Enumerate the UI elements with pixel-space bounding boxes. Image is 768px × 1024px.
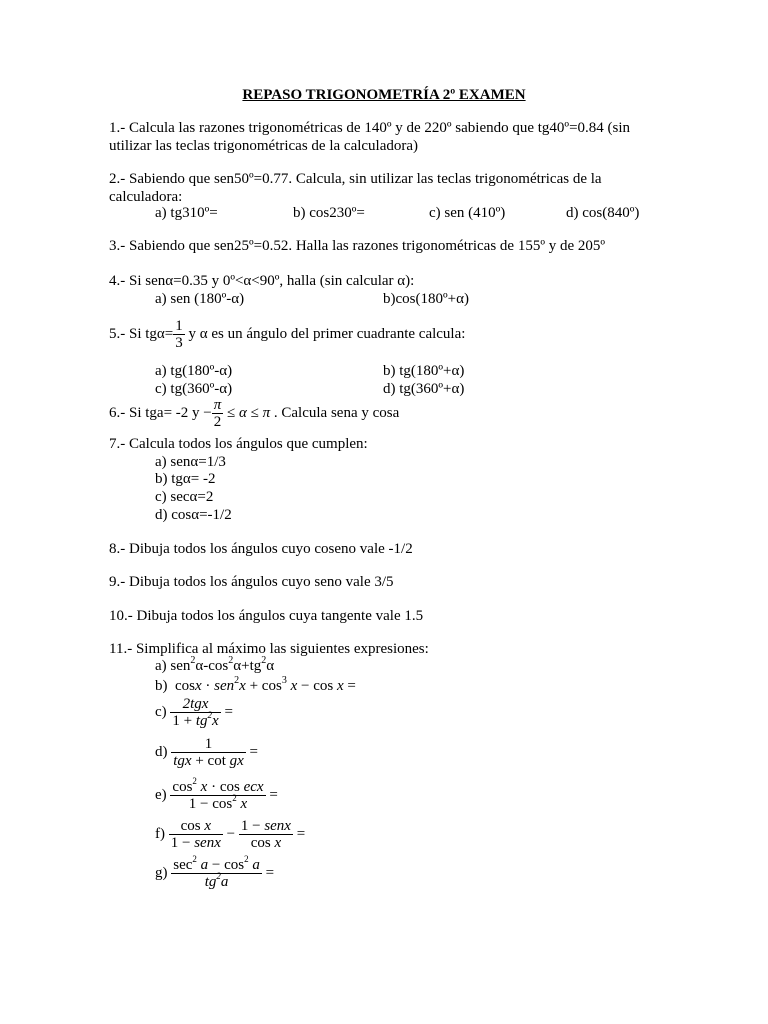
question-4-item-a: a) sen (180º-α) [155, 291, 245, 307]
question-3-line-1: 3.- Sabiendo que sen25º=0.52. Halla las razones trigonométricas de 155º y de 205º [109, 238, 606, 254]
question-6-fraction [212, 397, 224, 430]
question-5-item-d: d) tg(360º+α) [383, 381, 465, 397]
question-11-item-c: c) $\frac{\text{2tgx}}{1 + tg^2x}$ = [155, 696, 233, 729]
question-11-item-d: d) $\frac{1}{\text{tgx + cot gx}}$ = [155, 736, 259, 769]
fraction-numerator: π [213, 397, 222, 413]
minus-sign: − [203, 404, 212, 421]
question-2-item-c: c) sen (410º) [429, 205, 506, 221]
item-label: g) [155, 864, 168, 881]
question-11-item-b: b) $\cos x \cdot sen^2x + \cos^3 x - \cos x$ = [155, 675, 356, 694]
question-2-line-2: calculadora: [109, 189, 183, 205]
question-6-suffix: . Calcula sena y cosa [270, 404, 400, 421]
question-5-prefix: 5.- Si tgα= [109, 325, 174, 342]
question-2-line-1: 2.- Sabiendo que sen50º=0.77. Calcula, sin utilizar las teclas trigonométricas de la [109, 171, 602, 187]
question-7-line-1: 7.- Calcula todos los ángulos que cumplen: [109, 436, 368, 452]
fraction: $\frac{\text{1 − senx}}{\text{cos x}}$ [240, 818, 291, 851]
question-9-line-1: 9.- Dibuja todos los ángulos cuyo seno vale 3/5 [109, 574, 394, 590]
question-11-item-f: f) $\frac{\text{cos x}}{\text{1 − senx}}$ − $\frac{\text{1 − senx}}{\text{cos x}}$ = [155, 818, 306, 851]
question-6-prefix: 6.- Si tga= -2 y [109, 404, 204, 421]
question-4-item-b: b)cos(180º+α) [383, 291, 469, 307]
question-7-item-d: d) cosα=-1/2 [155, 507, 232, 523]
item-label: a) [155, 658, 167, 674]
question-7-item-a: a) senα=1/3 [155, 454, 226, 470]
item-label: e) [155, 786, 167, 803]
question-10-line-1: 10.- Dibuja todos los ángulos cuya tangente vale 1.5 [109, 608, 424, 624]
question-6-line-1 [109, 397, 399, 430]
question-5-suffix: y α es un ángulo del primer cuadrante calcula: [184, 325, 466, 342]
question-2-item-a: a) tg310º= [155, 205, 218, 221]
question-5-item-c: c) tg(360º-α) [155, 381, 233, 397]
item-label: d) [155, 743, 168, 760]
question-5-line-1 [109, 318, 465, 351]
question-7-item-b: b) tgα= -2 [155, 471, 216, 487]
page-title: REPASO TRIGONOMETRÍA 2º EXAMEN [242, 87, 526, 103]
fraction: $\frac{\sec^2 a - \cos^2 a}{tg^2a}$ [173, 854, 260, 890]
item-label: c) [155, 703, 167, 720]
fraction-denominator: 3 [175, 335, 183, 351]
item-label: b) [155, 678, 168, 694]
question-2-item-b: b) cos230º= [293, 205, 365, 221]
fraction-numerator: 1 [175, 318, 183, 334]
item-label: f) [155, 825, 165, 842]
question-5-item-a: a) tg(180º-α) [155, 363, 233, 379]
question-1-line-2: utilizar las teclas trigonométricas de la calculadora) [109, 138, 419, 154]
question-5-item-b: b) tg(180º+α) [383, 363, 465, 379]
question-11-line-1: 11.- Simplifica al máximo las siguientes expresiones: [109, 641, 429, 657]
question-5-fraction [173, 318, 185, 351]
question-6-inequality: ≤ α ≤ π [223, 404, 271, 421]
fraction-denominator: 2 [213, 414, 222, 430]
question-11-item-e: e) $\frac{\cos^2 x \cdot \cos ecx}{1 - \cos^2 x}$ = [155, 776, 278, 812]
fraction: $\frac{1}{\text{tgx + cot gx}}$ [173, 736, 244, 769]
question-8-line-1: 8.- Dibuja todos los ángulos cuyo coseno vale -1/2 [109, 541, 413, 557]
question-4-line-1: 4.- Si senα=0.35 y 0º<α<90º, halla (sin calcular α): [109, 273, 415, 289]
fraction: $\frac{\text{2tgx}}{1 + tg^2x}$ [172, 696, 219, 729]
fraction: $\frac{\text{cos x}}{\text{1 − senx}}$ [170, 818, 221, 851]
question-1-line-1: 1.- Calcula las razones trigonométricas de 140º y de 220º sabiendo que tg40º=0.84 (sin [109, 120, 631, 136]
question-11-item-g: g) $\frac{\sec^2 a - \cos^2 a}{tg^2a}$ = [155, 854, 275, 890]
question-2-item-d: d) cos(840º) [566, 205, 640, 221]
fraction: $\frac{\cos^2 x \cdot \cos ecx}{1 - \cos^2 x}$ [172, 776, 264, 812]
question-11-item-a: a) $sen^2\alpha-\cos^2\alpha+tg^2\alpha$ [155, 655, 275, 674]
question-7-item-c: c) secα=2 [155, 489, 214, 505]
